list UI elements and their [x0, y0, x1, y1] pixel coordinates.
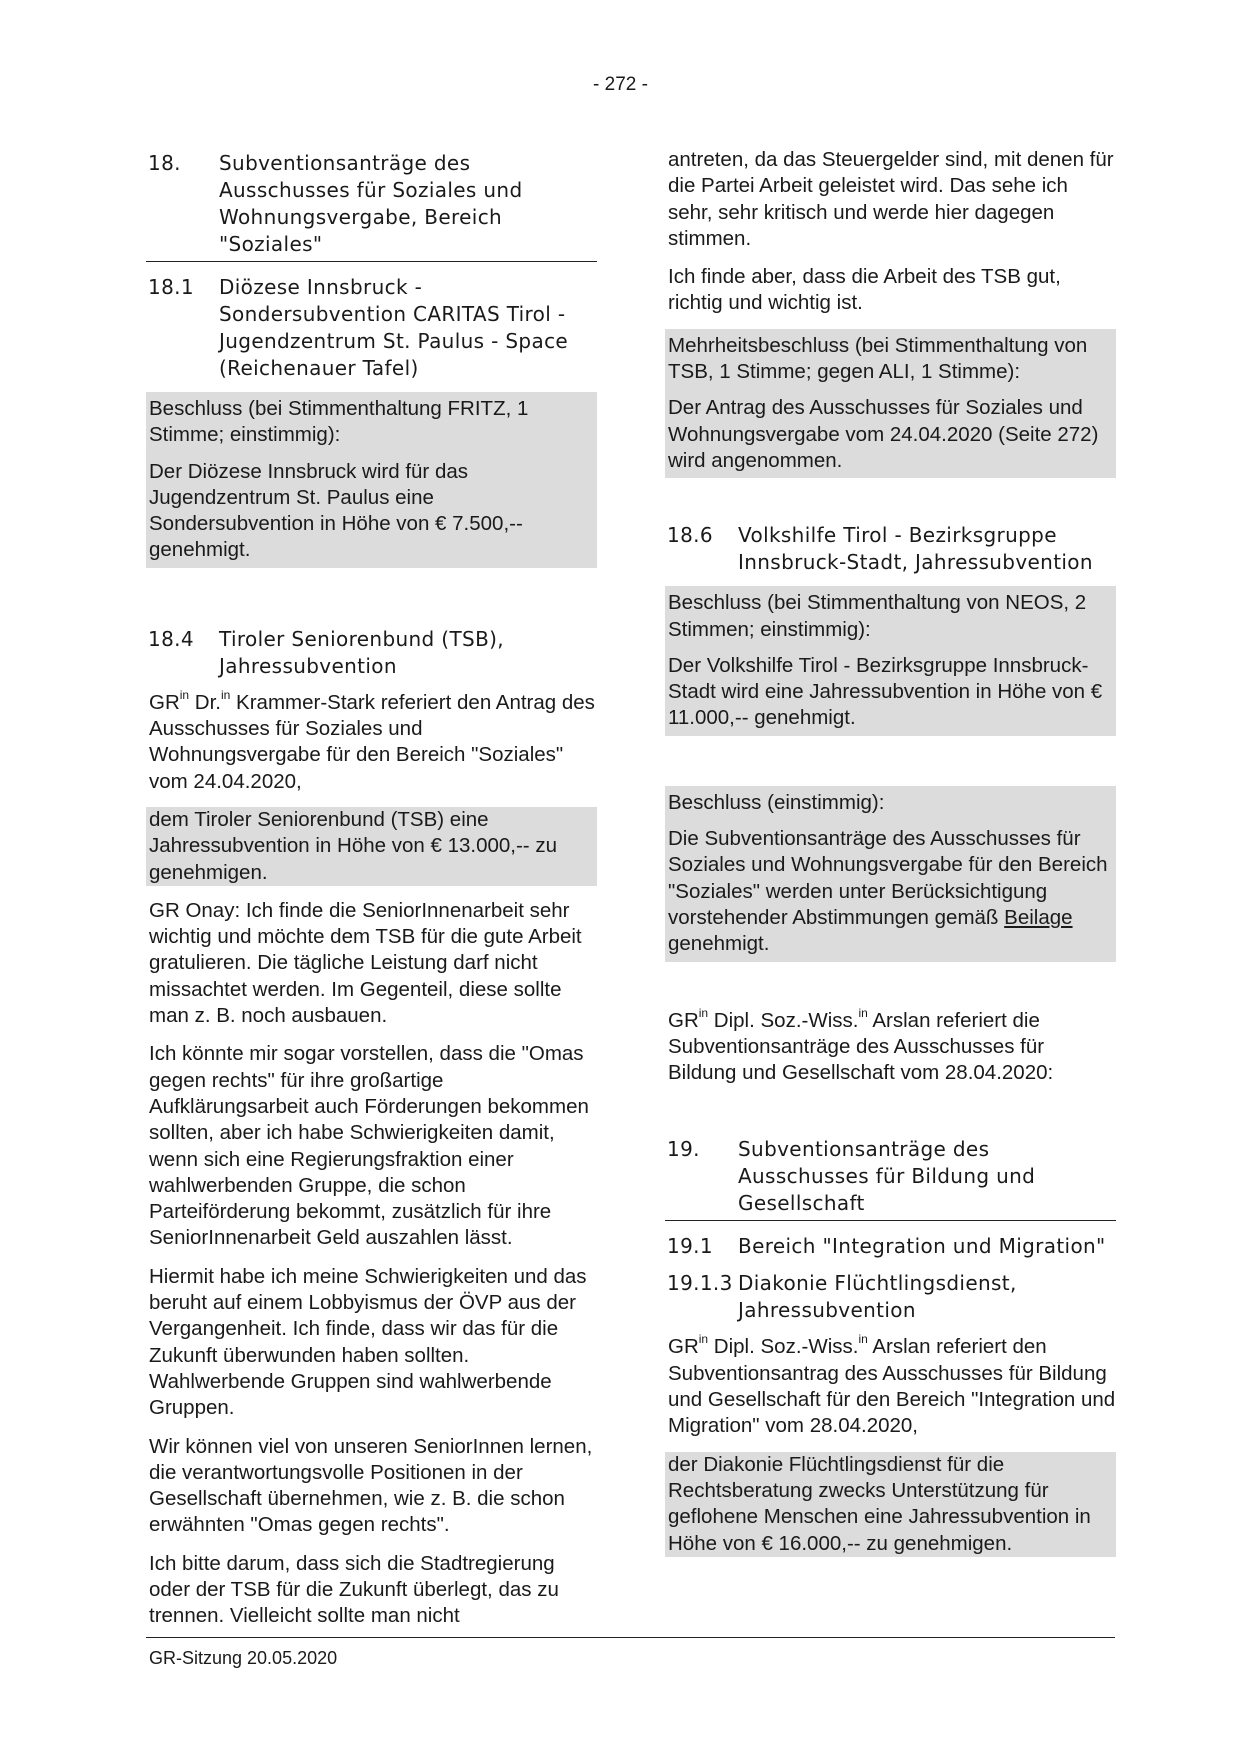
right-column	[665, 147, 1116, 1569]
heading-title: Subventionsanträge des Ausschusses für Soziales und Wohnungsvergabe, Bereich "Soziales"	[219, 151, 523, 256]
heading-18-1	[146, 274, 597, 382]
speech-paragraph: Ich bitte darum, dass sich die Stadtregierung oder der TSB für die Zukunft überlegt, das zu trennen. Vielleicht sollte man nicht	[149, 1551, 559, 1628]
heading-number: 19.1	[667, 1234, 713, 1259]
heading-title: Volkshilfe Tirol - Bezirksgruppe Innsbruck-Stadt, Jahressubvention	[738, 523, 1093, 575]
heading-number: 18.4	[148, 626, 194, 651]
speech-paragraph: GR Onay: Ich finde die SeniorInnenarbeit sehr wichtig und möchte dem TSB für die gute Arbeit gratulieren. Die tägliche Leistung darf nicht missachtet werden. Im Gegenteil, diese sollte man z. B. noch ausbauen.	[149, 898, 582, 1028]
referral-paragraph: $GR^{in}$ Dr.$^{in}$ Krammer-Stark referiert den Antrag des Ausschusses für Soziales und Wohnungsvergabe für den Bereich "Soziales" vom 24.04.2020,	[149, 687, 595, 793]
heading-title: Bereich "Integration und Migration"	[738, 1234, 1106, 1259]
heading-title: Tiroler Seniorenbund (TSB), Jahressubvention	[219, 626, 504, 678]
resolution-18-4	[665, 329, 1116, 478]
heading-18-4	[146, 626, 597, 680]
resolution-title: Beschluss (einstimmig):	[668, 790, 885, 814]
resolution-text: Der Volkshilfe Tirol - Bezirksgruppe Innsbruck-Stadt wird eine Jahressubvention in Höhe von € 11.000,-- genehmigt.	[668, 653, 1103, 730]
heading-title: Diakonie Flüchtlingsdienst, Jahressubvention	[738, 1271, 1017, 1323]
resolution-title: Mehrheitsbeschluss (bei Stimmenthaltung von TSB, 1 Stimme; gegen ALI, 1 Stimme):	[668, 333, 1088, 384]
heading-19-1-3	[665, 1270, 1116, 1324]
resolution-18-1	[146, 392, 597, 568]
speech-paragraph: Wir können viel von unseren SeniorInnen lernen, die verantwortungsvolle Positionen in der Gesellschaft übernehmen, wie z. B. die schon erwähnten "Omas gegen rechts".	[149, 1434, 593, 1537]
motion-text: der Diakonie Flüchtlingsdienst für die Rechtsberatung zwecks Unterstützung für geflohene Menschen eine Jahressubvention in Höhe von € 16.000,-- zu genehmigen.	[665, 1452, 1116, 1557]
resolution-18	[665, 786, 1116, 962]
resolution-text: Der Diözese Innsbruck wird für das Jugendzentrum St. Paulus eine Sondersubvention in Höhe von € 7.500,-- genehmigt.	[149, 459, 523, 562]
beilage-link[interactable]: Beilage	[1004, 905, 1073, 929]
resolution-title: Beschluss (bei Stimmenthaltung FRITZ, 1 Stimme; einstimmig):	[149, 397, 529, 447]
resolution-text: Die Subventionsanträge des Ausschusses für Soziales und Wohnungsvergabe für den Bereich "Soziales" werden unter Berücksichtigung vorstehender Abstimmungen gemäß Beilage genehmigt.	[668, 827, 1108, 956]
speech-paragraph: Hiermit habe ich meine Schwierigkeiten und das beruht auf einem Lobbyismus der ÖVP aus der Vergangenheit. Ich finde, dass wir das für die Zukunft überwunden haben sollten. Wahlwerbende Gruppen sind wahlwerbende Gruppen.	[149, 1264, 587, 1420]
heading-title: Diözese Innsbruck - Sondersubvention CARITAS Tirol - Jugendzentrum St. Paulus - Space (Reichenauer Tafel)	[219, 275, 569, 380]
motion-text: dem Tiroler Seniorenbund (TSB) eine Jahressubvention in Höhe von € 13.000,-- zu genehmigen.	[146, 807, 597, 886]
speech-paragraph: Ich könnte mir sogar vorstellen, dass die "Omas gegen rechts" für ihre großartige Aufklärungsarbeit auch Förderungen bekommen sollten, aber ich habe Schwierigkeiten damit, wenn sich eine Regierungsfraktion einer wahlwerbenden Gruppe, die schon Parteiförderung bekommt, zusätzlich für ihre SeniorInnenarbeit Geld auszahlen lässt.	[149, 1042, 589, 1250]
footer-divider	[146, 1637, 1115, 1638]
left-column	[146, 150, 597, 1642]
heading-19-1	[665, 1233, 1116, 1260]
resolution-text: Der Antrag des Ausschusses für Soziales und Wohnungsvergabe vom 24.04.2020 (Seite 272) wird angenommen.	[668, 396, 1099, 472]
heading-18-6	[665, 522, 1116, 576]
speech-paragraph: antreten, da das Steuergelder sind, mit denen für die Partei Arbeit geleistet wird. Das sehe ich sehr, sehr kritisch und werde hier dagegen stimmen.	[668, 148, 1114, 250]
heading-number: 18.	[148, 151, 181, 175]
heading-number: 19.	[667, 1137, 700, 1162]
footer-text: GR-Sitzung 20.05.2020	[149, 1648, 338, 1668]
resolution-title: Beschluss (bei Stimmenthaltung von NEOS, 2 Stimmen; einstimmig):	[668, 591, 1087, 641]
heading-number: 18.1	[148, 275, 194, 299]
heading-number: 19.1.3	[667, 1271, 733, 1296]
heading-title: Subventionsanträge des Ausschusses für Bildung und Gesellschaft	[738, 1137, 1036, 1216]
speech-paragraph: Ich finde aber, dass die Arbeit des TSB gut, richtig und wichtig ist.	[668, 265, 1061, 315]
heading-19	[665, 1136, 1116, 1221]
resolution-18-6	[665, 586, 1116, 735]
page-number: - 272 -	[593, 74, 648, 95]
heading-18	[146, 150, 597, 262]
heading-number: 18.6	[667, 523, 713, 548]
referral-paragraph: $GR^{in}$ Dipl. Soz.-Wiss.$^{in}$ Arslan referiert den Subventionsantrag des Ausschusses für Bildung und Gesellschaft für den Bereich "Integration und Migration" vom 28.04.2020,	[668, 1332, 1116, 1438]
referral-paragraph: $GR^{in}$ Dipl. Soz.-Wiss.$^{in}$ Arslan referiert die Subventionsanträge des Ausschusses für Bildung und Gesellschaft vom 28.04.2020:	[668, 1005, 1054, 1085]
